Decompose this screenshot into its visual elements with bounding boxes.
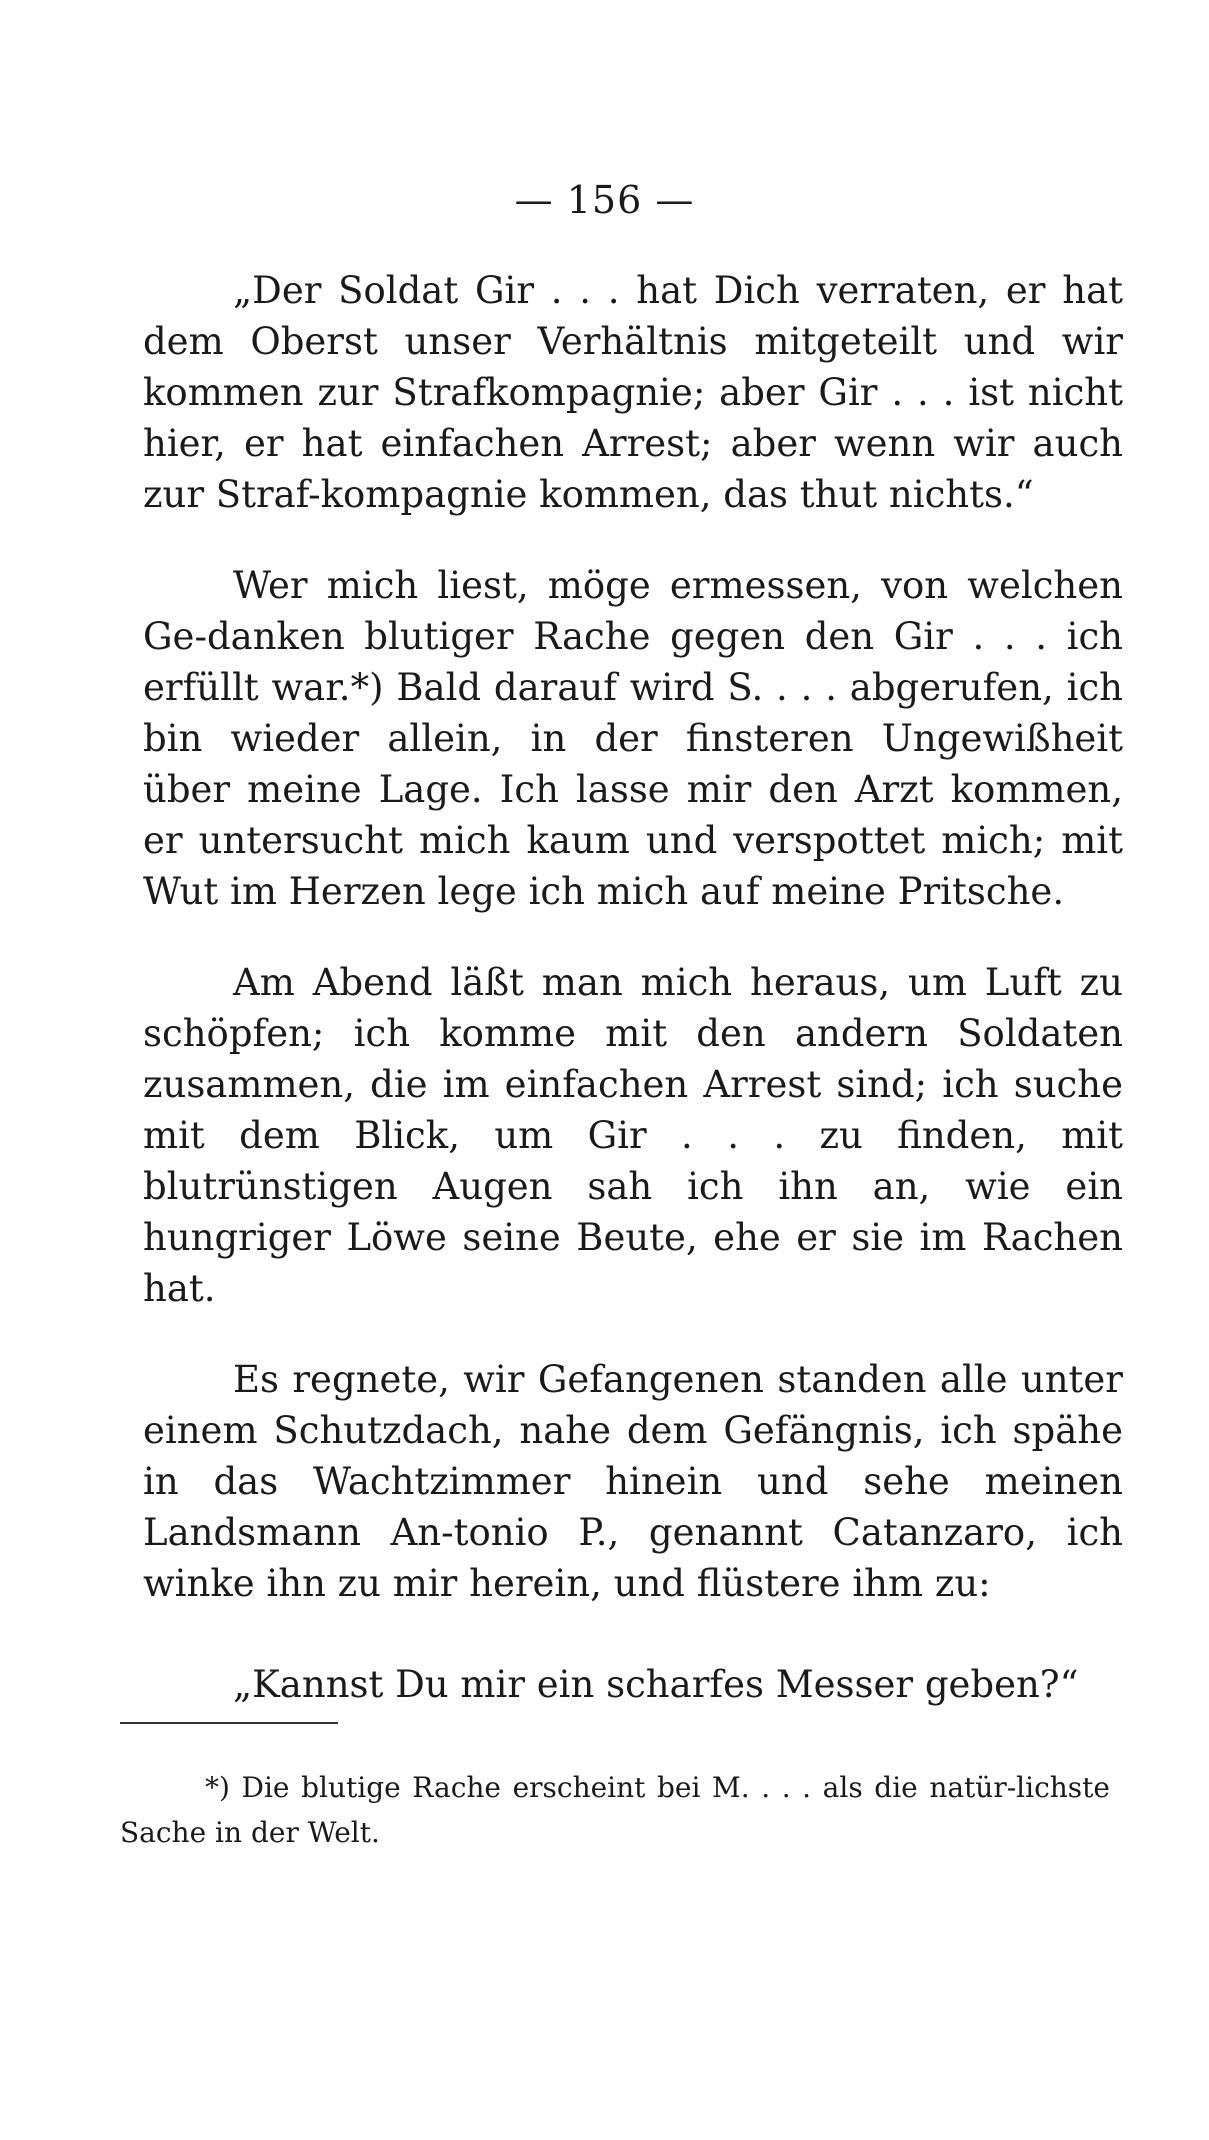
paragraph-5: „Kannst Du mir ein scharfes Messer geben?“ <box>233 1663 1079 1706</box>
paragraph-1: „Der Soldat Gir . . . hat Dich verraten, er hat dem Oberst unser Verhältnis mitgeteilt und wir kommen zur Strafkompagnie; aber Gir . . . ist nicht hier, er hat einfachen Arrest; aber wenn wir auch zur Straf-kompagnie kommen, das thut nichts.“ <box>143 269 1123 516</box>
body-text <box>143 265 1123 1710</box>
footnote-rule <box>120 1722 338 1724</box>
paragraph-4: Es regnete, wir Gefangenen standen alle unter einem Schutzdach, nahe dem Gefängnis, ich spähe in das Wachtzimmer hinein und sehe meinen Landsmann An-tonio P., genannt Catanzaro, ich winke ihn zu mir herein, und flüstere ihm zu: <box>143 1358 1123 1605</box>
paragraph-3: Am Abend läßt man mich heraus, um Luft zu schöpfen; ich komme mit den andern Soldaten zusammen, die im einfachen Arrest sind; ich suche mit dem Blick, um Gir . . . zu finden, mit blutrünstigen Augen sah ich ihn an, wie ein hungriger Löwe seine Beute, ehe er sie im Rachen hat. <box>143 961 1123 1310</box>
page-number: — 156 — <box>514 178 695 222</box>
footnote: *) Die blutige Rache erscheint bei M. . . . als die natür-lichste Sache in der Welt. <box>120 1771 1110 1849</box>
paragraph-2: Wer mich liest, möge ermessen, von welchen Ge-danken blutiger Rache gegen den Gir . . . ich erfüllt war.*) Bald darauf wird S. . . . abgerufen, ich bin wieder allein, in der finsteren Ungewißheit über meine Lage. Ich lasse mir den Arzt kommen, er untersucht mich kaum und verspottet mich; mit Wut im Herzen lege ich mich auf meine Pritsche. <box>143 564 1123 913</box>
